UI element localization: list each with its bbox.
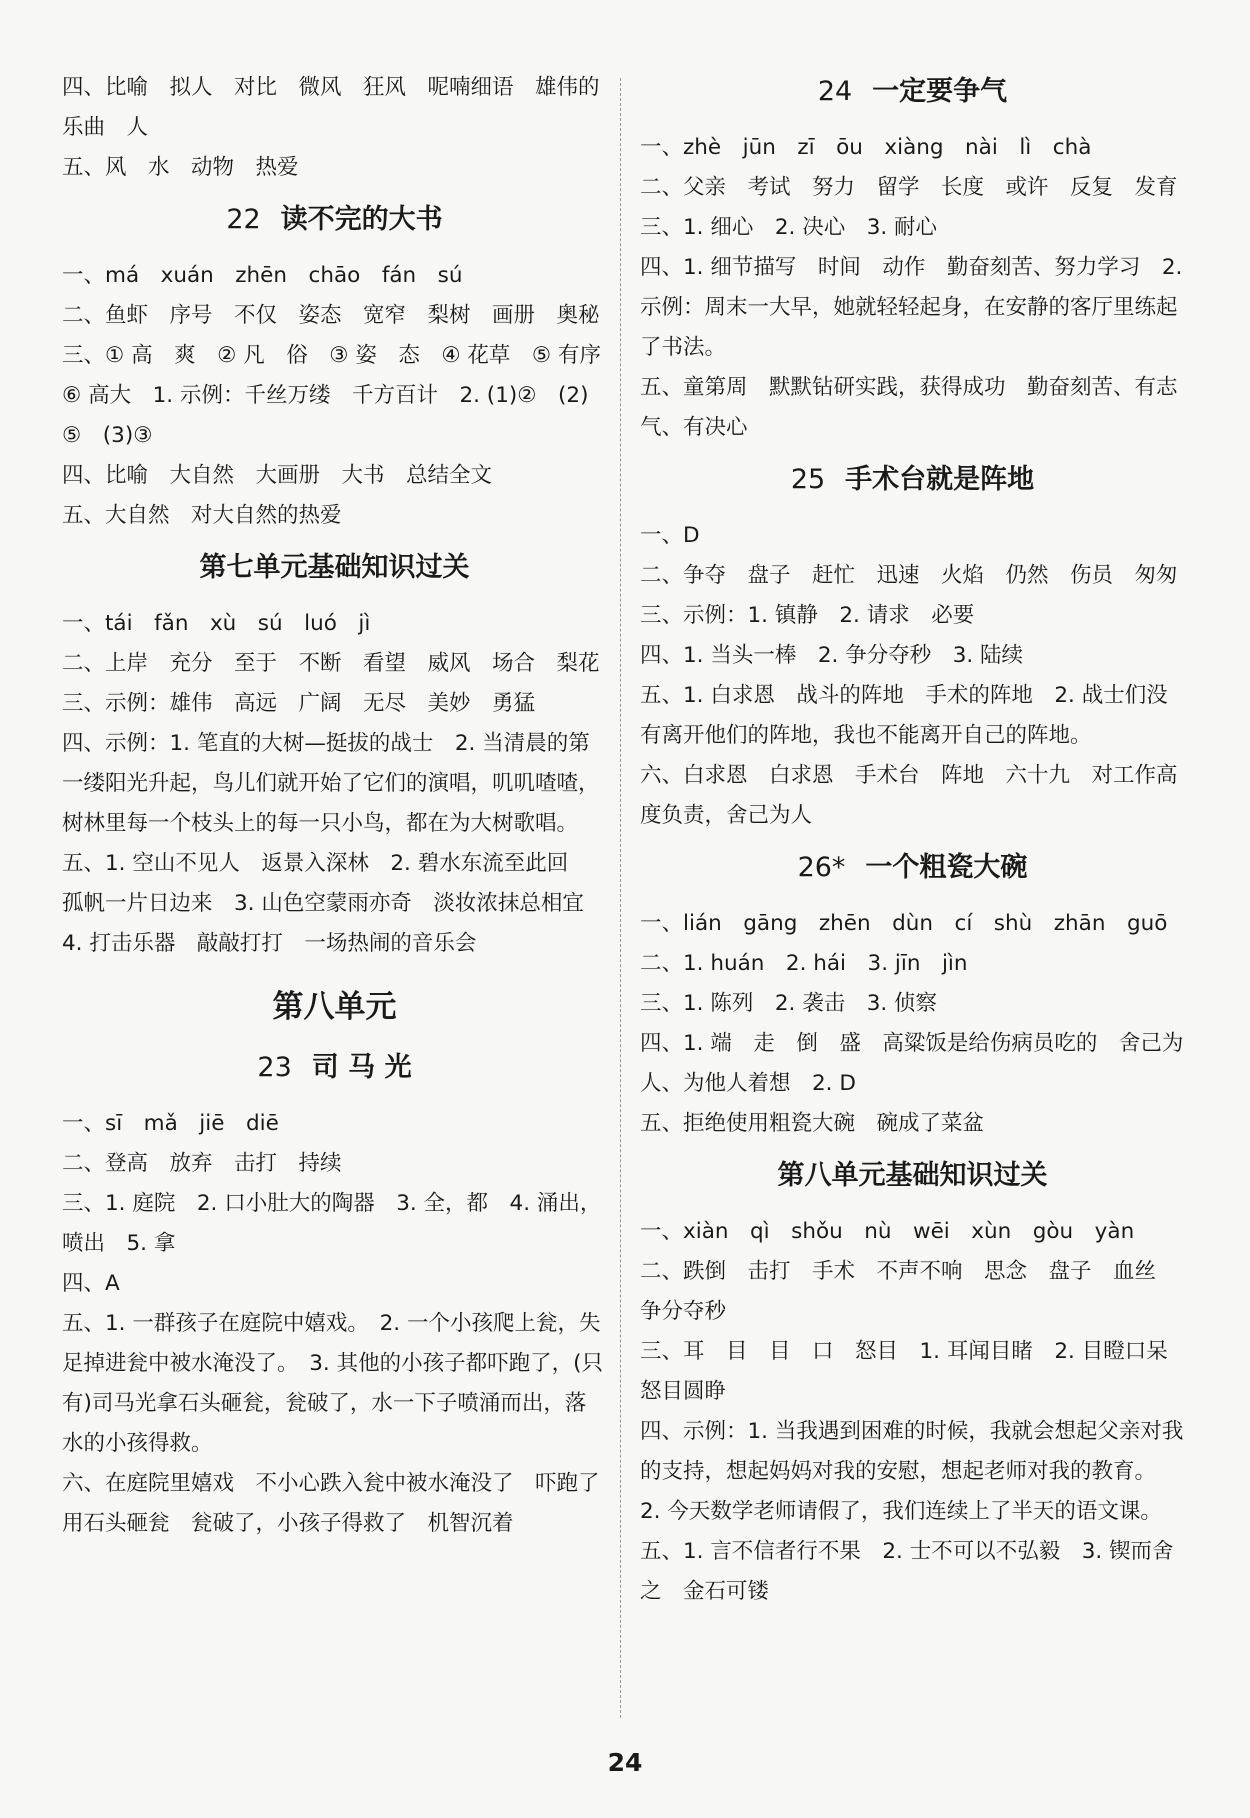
answer-line: 三、1. 庭院 2. 口小肚大的陶器 3. 全，都 4. 涌出，喷出 5. 拿 [62,1191,602,1256]
right-column [640,68,1190,1612]
answer-line: 一、má xuán zhēn chāo fán sú [62,263,463,288]
answer-line: 一、tái fǎn xù sú luó jì [62,611,371,636]
page-number: 24 [607,1748,643,1777]
answer-line: 二、父亲 考试 努力 留学 长度 或许 反复 发育 [640,175,1178,200]
answer-line: 二、上岸 充分 至于 不断 看望 威风 场合 梨花 [62,651,600,676]
answer-line: 五、童第周 默默钻研实践，获得成功 勤奋刻苦、有志气、有决心 [640,375,1178,440]
answer-line: 五、1. 白求恩 战斗的阵地 手术的阵地 2. 战士们没有离开他们的阵地，我也不能离开自己的阵地。 [640,683,1168,748]
answer-line: 四、1. 端 走 倒 盛 高粱饭是给伤病员吃的 舍己为人、为他人着想 2. D [640,1031,1184,1096]
answer-line: 四、1. 当头一棒 2. 争分夺秒 3. 陆续 [640,643,1024,668]
answer-line: 一、lián gāng zhēn dùn cí shù zhān guō [640,911,1168,936]
answer-line: 三、① 高 爽 ② 凡 俗 ③ 姿 态 ④ 花草 ⑤ 有序 ⑥ 高大 1. 示例：千丝万缕 千方百计 2. (1)② (2)⑤ (3)③ [62,343,623,448]
answer-line: 二、登高 放弃 击打 持续 [62,1151,342,1176]
continued-answers [62,68,607,188]
answer-line: 三、示例：1. 镇静 2. 请求 必要 [640,603,975,628]
answer-line: 三、示例：雄伟 高远 广阔 无尽 美妙 勇猛 [62,691,536,716]
answer-line: 四、A [62,1271,120,1296]
answer-line: 一、zhè jūn zī ōu xiàng nài lì chà [640,135,1092,160]
answer-line: 二、鱼虾 序号 不仅 姿态 宽窄 梨树 画册 奥秘 [62,303,600,328]
answer-line: 六、在庭院里嬉戏 不小心跌入瓮中被水淹没了 吓跑了 用石头砸瓮 瓮破了，小孩子得救了 机智沉着 [62,1471,622,1536]
answer-line: 五、1. 一群孩子在庭院中嬉戏。 2. 一个小孩爬上瓮，失足掉进瓮中被水淹没了。 3. 其他的小孩子都吓跑了，(只有)司马光拿石头砸瓮，瓮破了，水一下子喷涌而出，落水的小孩得救。 [62,1311,603,1456]
answer-line: 二、跌倒 击打 手术 不声不响 思念 盘子 血丝 争分夺秒 [640,1259,1178,1324]
answer-line: 五、拒绝使用粗瓷大碗 碗成了菜盆 [640,1111,985,1136]
answer-line: 五、大自然 对大自然的热爱 [62,503,342,528]
answer-line: 三、1. 陈列 2. 袭击 3. 侦察 [640,991,938,1016]
answer-line: 四、示例：1. 笔直的大树—挺拔的战士 2. 当清晨的第一缕阳光升起，鸟儿们就开始了它们的演唱，叽叽喳喳，树林里每一个枝头上的每一只小鸟，都在为大树歌唱。 [62,731,600,836]
answer-line: 一、xiàn qì shǒu nù wēi xùn gòu yàn [640,1219,1135,1244]
section-title-25: 25 手术台就是阵地 [790,464,1035,495]
answer-line: 四、比喻 拟人 对比 微风 狂风 呢喃细语 雄伟的乐曲 人 [62,75,600,140]
section-title-24: 24 一定要争气 [817,76,1008,107]
left-column [62,68,623,1544]
answer-line: 五、风 水 动物 热爱 [62,155,299,180]
answer-line: 一、D [640,523,700,548]
answer-line: 六、白求恩 白求恩 手术台 阵地 六十九 对工作高度负责，舍己为人 [640,763,1178,828]
section-title-26: 26* 一个粗瓷大碗 [797,852,1028,883]
section-title-23: 23 司 马 光 [257,1052,412,1083]
answer-line: 二、争夺 盘子 赶忙 迅速 火焰 仍然 伤员 匆匆 [640,563,1178,588]
answer-line: 四、比喻 大自然 大画册 大书 总结全文 [62,463,493,488]
section-title-22: 22 读不完的大书 [226,204,443,235]
section-title-unit8-review: 第八单元基础知识过关 [777,1160,1048,1191]
section-title-unit7-review: 第七单元基础知识过关 [199,552,470,583]
answer-line: 三、1. 细心 2. 决心 3. 耐心 [640,215,938,240]
answer-line: 二、1. huán 2. hái 3. jīn jìn [640,951,968,976]
answer-line: 一、sī mǎ jiē diē [62,1111,279,1136]
answer-line: 五、1. 言不信者行不果 2. 士不可以不弘毅 3. 锲而舍之 金石可镂 [640,1539,1174,1604]
answer-line: 五、1. 空山不见人 返景入深林 2. 碧水东流至此回 孤帆一片日边来 3. 山色空蒙雨亦奇 淡妆浓抹总相宜 4. 打击乐器 敲敲打打 一场热闹的音乐会 [62,851,606,956]
unit-heading: 第八单元 [272,989,397,1025]
answer-line: 四、1. 细节描写 时间 动作 勤奋刻苦、努力学习 2. 示例：周末一大早，她就轻轻起身，在安静的客厅里练起了书法。 [640,255,1190,360]
answer-line: 四、示例：1. 当我遇到困难的时候，我就会想起父亲对我的支持，想起妈妈对我的安慰，想起老师对我的教育。 2. 今天数学老师请假了，我们连续上了半天的语文课。 [640,1419,1184,1524]
answer-line: 三、耳 目 目 口 怒目 1. 耳闻目睹 2. 目瞪口呆 怒目圆睁 [640,1339,1190,1404]
